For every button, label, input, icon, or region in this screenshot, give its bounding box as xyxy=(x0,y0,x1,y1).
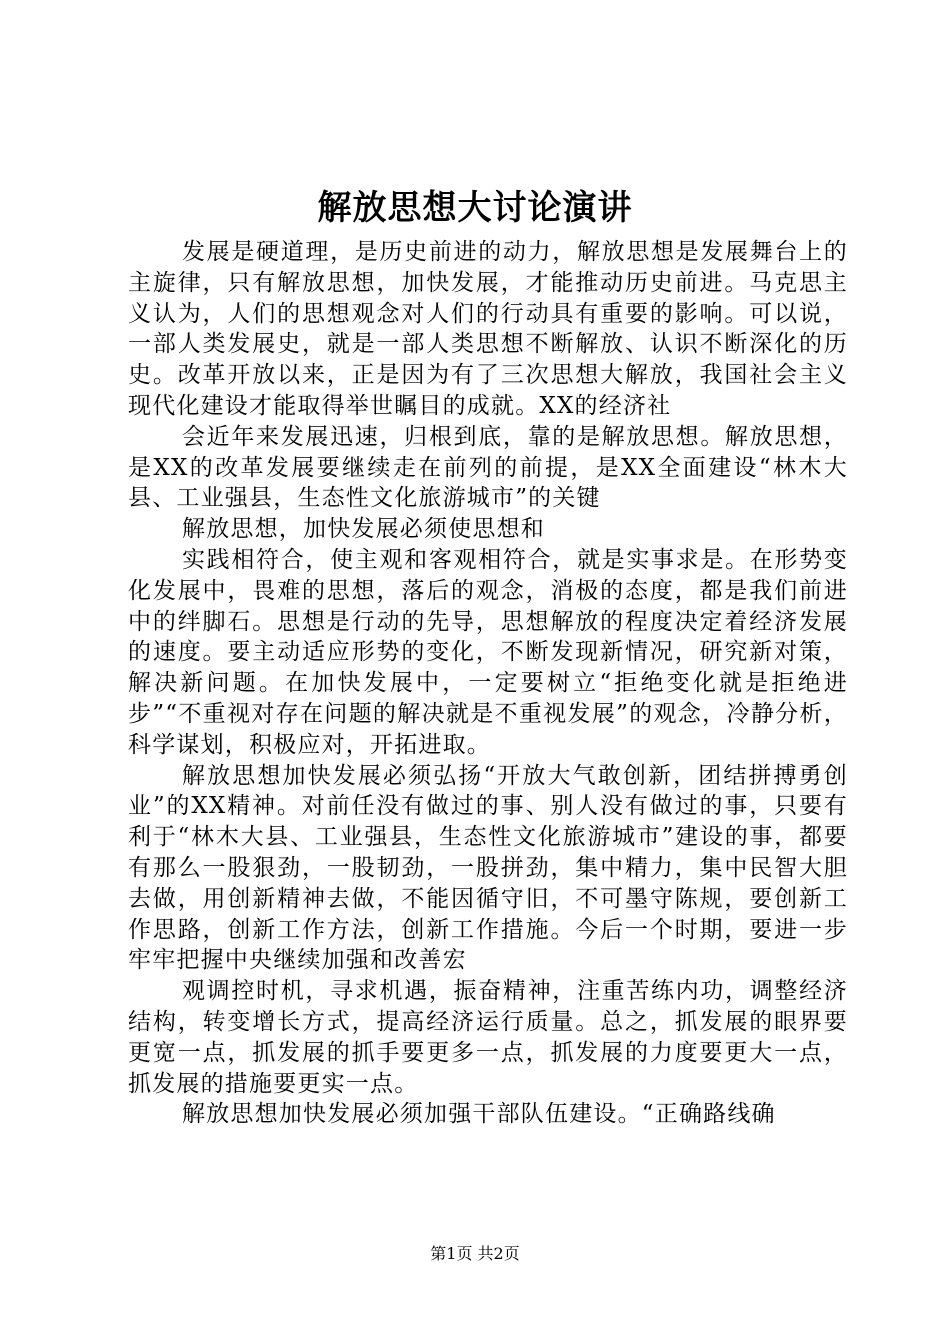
paragraph: 解放思想加快发展必须弘扬“开放大气敢创新，团结拼搏勇创业”的XX精神。对前任没有做过的事、别人没有做过的事，只要有利于“林木大县、工业强县，生态性文化旅游城市”建设的事，都要有那么一股狠劲，一股韧劲，一股拼劲，集中精力，集中民智大胆去做，用创新精神去做，不能因循守旧，不可墨守陈规，要创新工作思路，创新工作方法，创新工作措施。今后一个时期，要进一步牢牢把握中央继续加强和改善宏 xyxy=(128,762,848,974)
paragraph: 观调控时机，寻求机遇，振奋精神，注重苦练内功，调整经济结构，转变增长方式，提高经济运行质量。总之，抓发展的眼界要更宽一点，抓发展的抓手要更多一点，抓发展的力度要更大一点，抓发展的措施要更实一点。 xyxy=(128,978,848,1097)
paragraph: 解放思想加快发展必须加强干部队伍建设。“正确路线确 xyxy=(182,1101,776,1128)
document-title: 解放思想大讨论演讲 xyxy=(317,188,633,228)
document-body xyxy=(128,237,848,1130)
paragraph: 会近年来发展迅速，归根到底，靠的是解放思想。解放思想，是XX的改革发展要继续走在前列的前提，是XX全面建设“林木大县、工业强县，生态性文化旅游城市”的关键 xyxy=(128,423,848,512)
page-number-footer: 第1页 共2页 xyxy=(430,1244,520,1263)
paragraph: 发展是硬道理，是历史前进的动力，解放思想是发展舞台上的主旋律，只有解放思想，加快发展，才能推动历史前进。马克思主义认为，人们的思想观念对人们的行动具有重要的影响。可以说，一部人类发展史，就是一部人类思想不断解放、认识不断深化的历史。改革开放以来，正是因为有了三次思想大解放，我国社会主义现代化建设才能取得举世瞩目的成就。XX的经济社 xyxy=(128,239,848,419)
paragraph: 解放思想，加快发展必须使思想和 xyxy=(182,516,545,543)
paragraph: 实践相符合，使主观和客观相符合，就是实事求是。在形势变化发展中，畏难的思想，落后的观念，消极的态度，都是我们前进中的绊脚石。思想是行动的先导，思想解放的程度决定着经济发展的速度。要主动适应形势的变化，不断发现新情况，研究新对策，解决新问题。在加快发展中，一定要树立“拒绝变化就是拒绝进步”“不重视对存在问题的解决就是不重视发展”的观念，冷静分析，科学谋划，积极应对，开拓进取。 xyxy=(128,546,848,758)
